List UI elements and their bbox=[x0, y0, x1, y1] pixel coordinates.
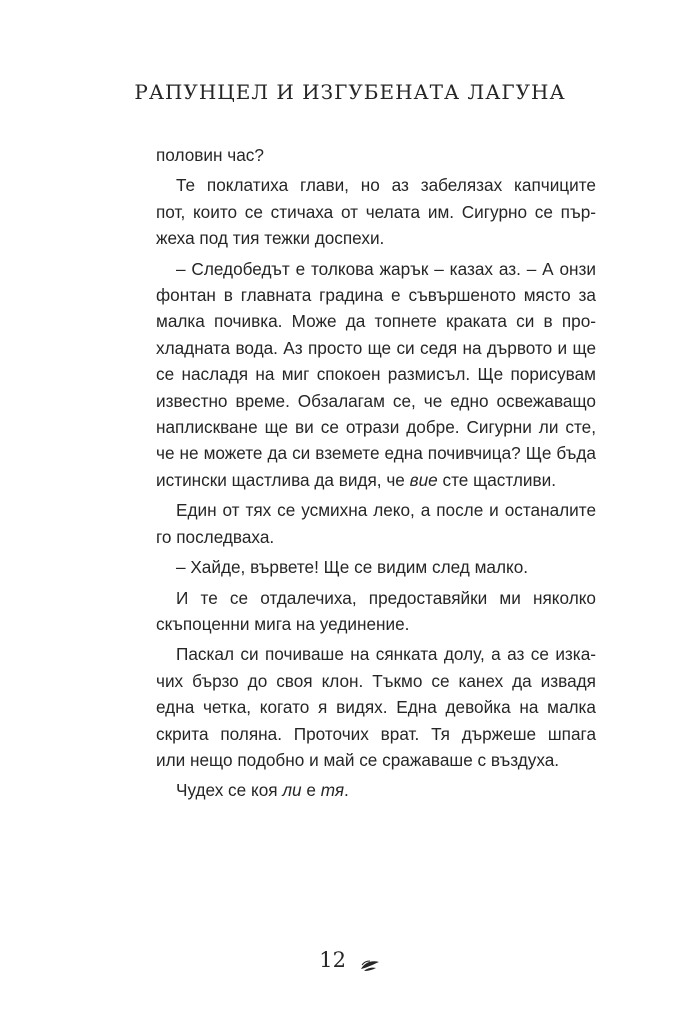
text-line: малка почивка. Може да топнете краката си в про- bbox=[156, 311, 596, 332]
text-block bbox=[156, 142, 596, 804]
text-line: скъпоценни мига на уединение. bbox=[156, 613, 410, 634]
text-run: е bbox=[301, 780, 321, 801]
text-line: – Следобедът е толкова жарък – казах аз. – А онзи bbox=[176, 258, 596, 279]
text-line: че не можете да си вземете една почивчица? Ще бъда bbox=[156, 443, 596, 464]
paragraph bbox=[156, 256, 596, 494]
paragraph bbox=[156, 777, 596, 803]
text-line: Те поклатиха глави, но аз забелязах капчиците bbox=[176, 175, 596, 196]
text-line: жеха под тия тежки доспехи. bbox=[156, 228, 385, 249]
text-line: Един от тях се усмихна леко, а после и останалите bbox=[176, 500, 596, 521]
paragraph bbox=[156, 142, 596, 168]
paragraph bbox=[156, 641, 596, 773]
text-line: наплискване ще ви се отрази добре. Сигурни ли сте, bbox=[156, 417, 596, 438]
text-line: И те се отдалечиха, предоставяйки ми няколко bbox=[176, 587, 596, 608]
text-line: – Хайде, вървете! Ще се видим след малко. bbox=[176, 557, 529, 578]
text-run: . bbox=[344, 780, 349, 801]
text-line: пот, които се стичаха от челата им. Сигурно се пър- bbox=[156, 201, 596, 222]
text-line bbox=[156, 467, 596, 493]
running-header: РАПУНЦЕЛ И ИЗГУБЕНАТА ЛАГУНА bbox=[134, 80, 566, 104]
text-line: фонтан в главната градина е съвършеното място за bbox=[156, 285, 596, 306]
text-run: истински щастлива да видя, че bbox=[156, 469, 410, 490]
paragraph bbox=[156, 554, 596, 580]
text-line: се насладя на миг спокоен размисъл. Ще порисувам bbox=[156, 364, 596, 385]
text-line: половин час? bbox=[156, 145, 264, 165]
paragraph bbox=[156, 497, 596, 550]
italic-word: тя bbox=[320, 780, 345, 801]
text-line: хладната вода. Аз просто ще си седя на дървото и ще bbox=[156, 337, 596, 358]
text-line: скрита поляна. Проточих врат. Тя държеше шпага bbox=[156, 723, 596, 744]
paragraph bbox=[156, 585, 596, 638]
paragraph bbox=[156, 172, 596, 251]
italic-word: вие bbox=[409, 469, 438, 490]
italic-word: ли bbox=[282, 780, 302, 801]
text-run: Чудех се коя bbox=[176, 780, 283, 801]
text-run: сте щастливи. bbox=[437, 469, 557, 490]
text-line: Паскал си почиваше на сянката долу, а аз се изка- bbox=[176, 644, 596, 665]
leaf-icon bbox=[359, 953, 381, 967]
page-number: 12 bbox=[319, 947, 347, 972]
page-footer bbox=[0, 946, 700, 972]
text-line: чих бързо до своя клон. Тъкмо се канех да извадя bbox=[156, 670, 596, 691]
text-line: известно време. Обзалагам се, че едно освежаващо bbox=[156, 390, 596, 411]
text-line: една четка, когато я видях. Една девойка на малка bbox=[156, 697, 596, 718]
text-line: го последваха. bbox=[156, 526, 275, 547]
text-line bbox=[156, 777, 596, 803]
text-line: или нещо подобно и май се сражаваше с въздуха. bbox=[156, 749, 560, 770]
